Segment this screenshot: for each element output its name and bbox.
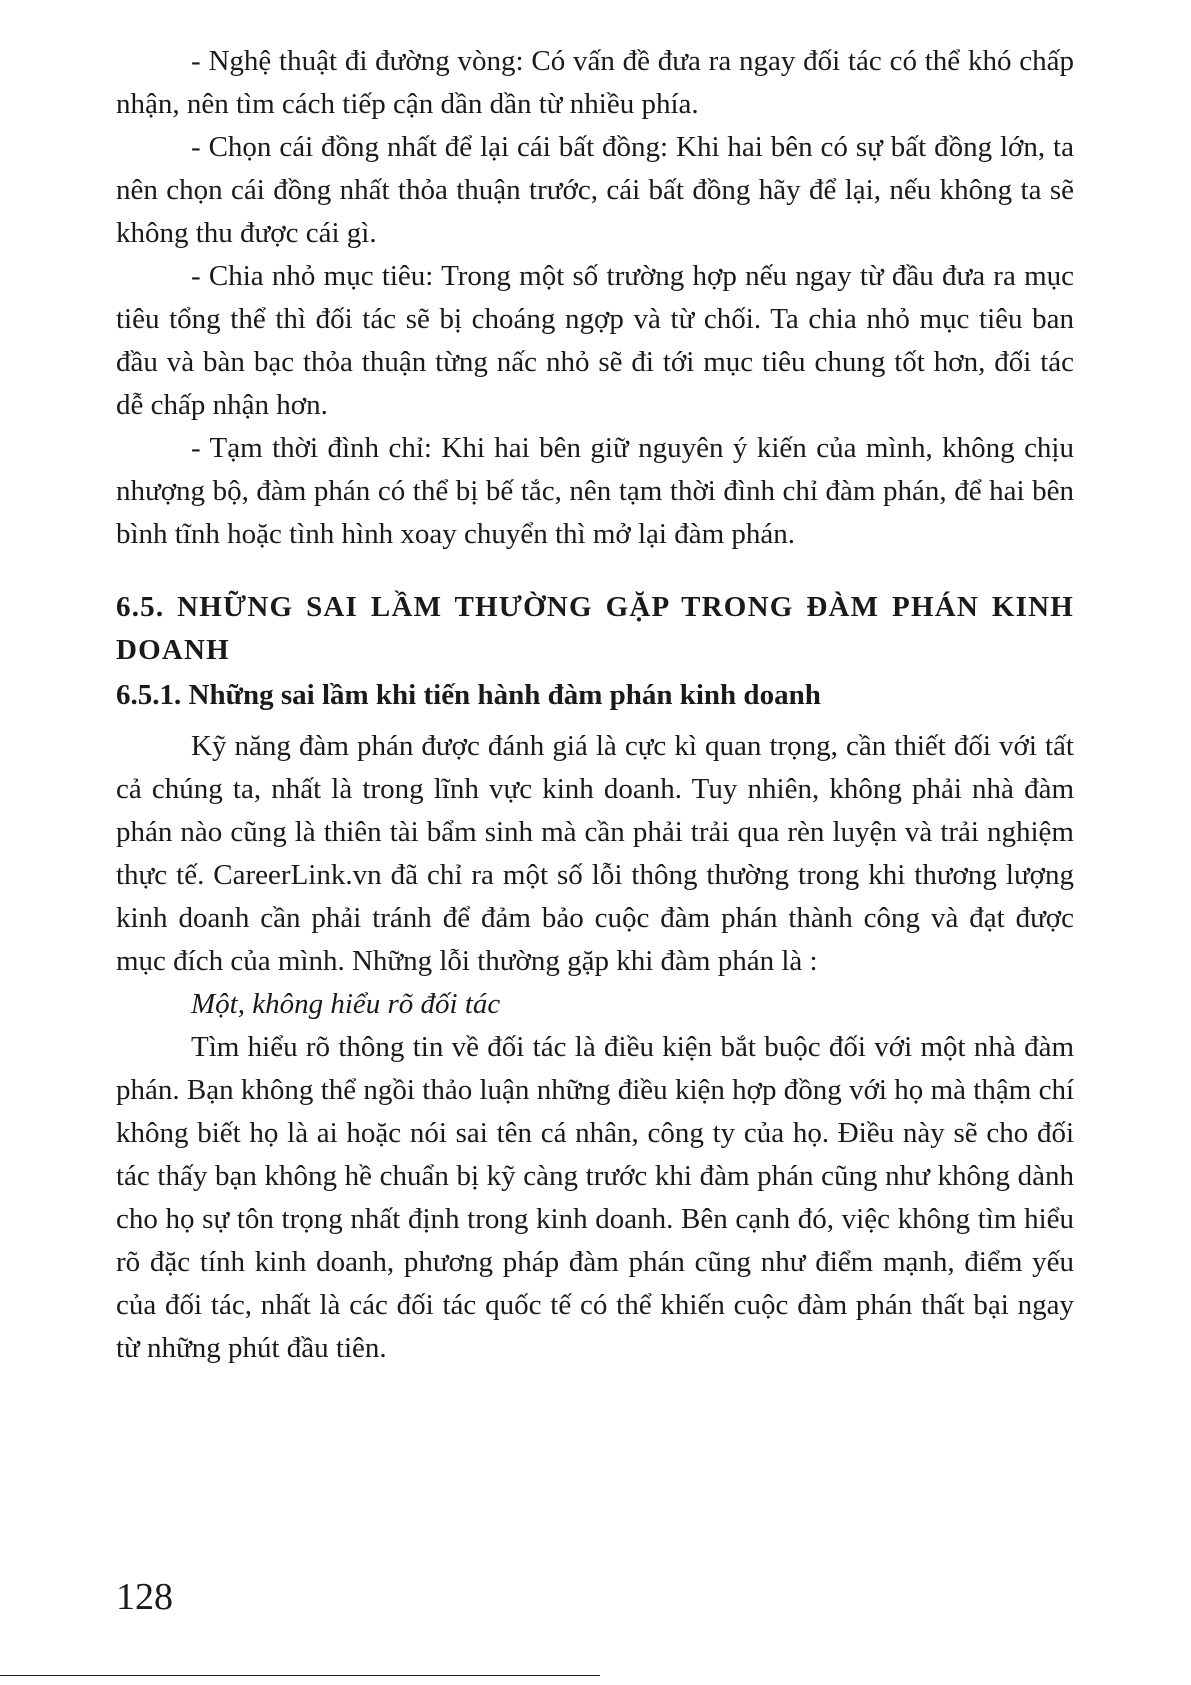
paragraph-final: Tìm hiểu rõ thông tin về đối tác là điều kiện bắt buộc đối với một nhà đàm phán. Bạn không thể ngồi thảo luận những điều kiện hợp đồng với họ mà thậm chí không biết họ là ai hoặc nói sai tên cá nhân, công ty của họ. Điều này sẽ cho đối tác thấy bạn không hề chuẩn bị kỹ càng trước khi đàm phán cũng như không dành cho họ sự tôn trọng nhất định trong kinh doanh. Bên cạnh đó, việc không tìm hiểu rõ đặc tính kinh doanh, phương pháp đàm phán cũng như điểm mạnh, điểm yếu của đối tác, nhất là các đối tác quốc tế có thể khiến cuộc đàm phán thất bại ngay từ những phút đầu tiên. <box>116 1031 1074 1364</box>
paragraph-split-goals: - Chia nhỏ mục tiêu: Trong một số trường hợp nếu ngay từ đầu đưa ra mục tiêu tổng thể thì đối tác sẽ bị choáng ngợp và từ chối. Ta chia nhỏ mục tiêu ban đầu và bàn bạc thỏa thuận từng nấc nhỏ sẽ đi tới mục tiêu chung tốt hơn, đối tác dễ chấp nhận hơn. <box>116 260 1074 421</box>
subsection-heading: 6.5.1. Những sai lầm khi tiến hành đàm phán kinh doanh <box>116 679 821 711</box>
bottom-rule <box>0 1675 600 1676</box>
italic-heading: Một, không hiểu rõ đối tác <box>191 988 501 1020</box>
paragraph-temporary-pause: - Tạm thời đình chỉ: Khi hai bên giữ nguyên ý kiến của mình, không chịu nhượng bộ, đàm phán có thể bị bế tắc, nên tạm thời đình chỉ đàm phán, để hai bên bình tĩnh hoặc tình hình xoay chuyển thì mở lại đàm phán. <box>116 432 1074 550</box>
document-page <box>116 40 1074 1370</box>
section-heading: 6.5. NHỮNG SAI LẦM THƯỜNG GẶP TRONG ĐÀM PHÁN KINH DOANH <box>116 591 1074 666</box>
paragraph-common-ground: - Chọn cái đồng nhất để lại cái bất đồng: Khi hai bên có sự bất đồng lớn, ta nên chọn cái đồng nhất thỏa thuận trước, cái bất đồng hãy để lại, nếu không ta sẽ không thu được cái gì. <box>116 131 1074 249</box>
page-number: 128 <box>116 1576 173 1618</box>
paragraph-detour-art: - Nghệ thuật đi đường vòng: Có vấn đề đưa ra ngay đối tác có thể khó chấp nhận, nên tìm cách tiếp cận dần dần từ nhiều phía. <box>116 45 1074 120</box>
paragraph-intro: Kỹ năng đàm phán được đánh giá là cực kì quan trọng, cần thiết đối với tất cả chúng ta, nhất là trong lĩnh vực kinh doanh. Tuy nhiên, không phải nhà đàm phán nào cũng là thiên tài bẩm sinh mà cần phải trải qua rèn luyện và trải nghiệm thực tế. CareerLink.vn đã chỉ ra một số lỗi thông thường trong khi thương lượng kinh doanh cần phải tránh để đảm bảo cuộc đàm phán thành công và đạt được mục đích của mình. Những lỗi thường gặp khi đàm phán là : <box>116 730 1074 977</box>
